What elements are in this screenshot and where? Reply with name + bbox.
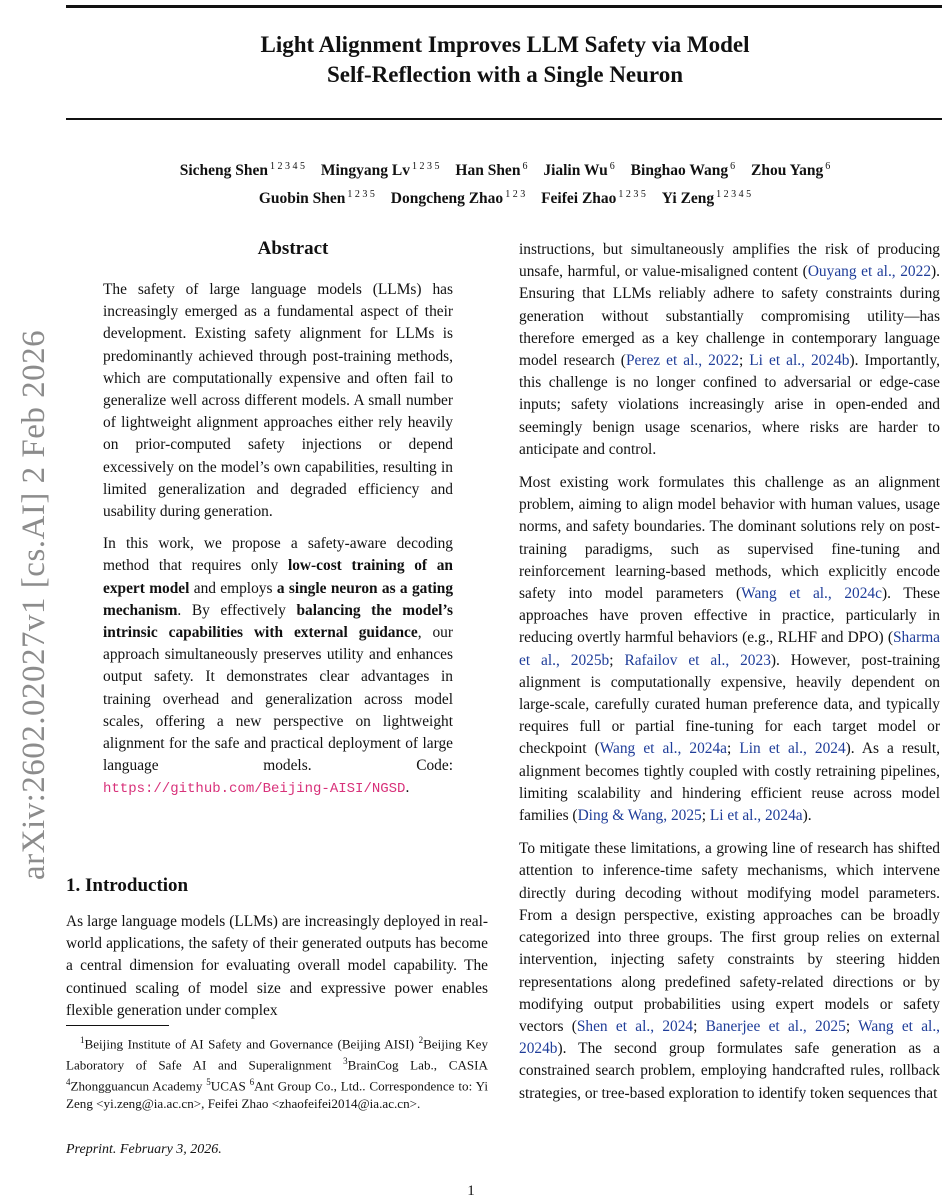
citation-link[interactable]: Li et al., 2024b <box>749 352 850 370</box>
citation-link[interactable]: Banerjee et al., 2025 <box>705 1017 846 1035</box>
abstract-paragraph-1: The safety of large language models (LLMs) has increasingly emerged as a fundamental aspect of their development. Existing safety alignment for LLMs is predominantly achieved through post-training methods, which are computationally expensive and often fail to generalize well across different models. A small number of lightweight alignment approaches either rely heavily on prior-computed safety injections or depend excessively on the model’s own capabilities, resulting in limited generalization and degraded efficiency and usability during generation. <box>103 281 453 521</box>
author: Jialin Wu $^6$ <box>543 161 615 179</box>
citation-link[interactable]: Ding & Wang, 2025 <box>577 807 702 825</box>
author: Zhou Yang $^6$ <box>751 161 831 179</box>
citation-link[interactable]: Li et al., 2024a <box>709 807 803 825</box>
author: Binghao Wang $^6$ <box>630 161 736 179</box>
author: Guobin Shen $^{1 2 3 5}$ <box>258 189 375 207</box>
abstract-heading: Abstract <box>257 238 329 259</box>
page-number: 1 <box>467 1183 475 1199</box>
right-paragraph-2: Most existing work formulates this challenge as an alignment problem, aiming to align model behavior with human values, usage norms, and safety boundaries. The dominant solutions rely on post-training paradigms, such as supervised fine-tuning and reinforcement learning-based methods, which explicitly encode safety into model parameters (Wang et al., 2024c). These approaches have proven effective in practice, particularly in reducing overtly harmful behaviors (e.g., RLHF and DPO) (Sharma et al., 2025b; Rafailov et al., 2023). However, post-training alignment is computationally expensive, heavily dependent on large-scale, carefully curated human preference data, and typically requires full or partial fine-tuning for each target model or checkpoint (Wang et al., 2024a; Lin et al., 2024). As a result, alignment becomes tightly coupled with costly retraining pipelines, limiting scalability and hindering efficient reuse across model families (Ding & Wang, 2025; Li et al., 2024a). <box>519 474 941 825</box>
code-link[interactable]: https://github.com/Beijing-AISI/NGSD <box>103 781 406 798</box>
footnote-rule <box>66 1025 169 1026</box>
citation-link[interactable]: Lin et al., 2024 <box>739 740 846 758</box>
author-list <box>66 155 942 211</box>
citation-link[interactable]: Wang et al., 2024c <box>741 585 882 603</box>
section-heading-introduction: 1. Introduction <box>66 875 189 896</box>
intro-body <box>66 911 488 1022</box>
citation-link[interactable]: Ouyang et al., 2022 <box>807 263 932 281</box>
author: Dongcheng Zhao $^{1 2 3}$ <box>390 189 526 207</box>
title-line-2: Self-Reflection with a Single Neuron <box>326 62 684 87</box>
abstract-body <box>103 279 453 811</box>
author-row-2 <box>66 183 942 211</box>
right-paragraph-1: instructions, but simultaneously amplifies the risk of producing unsafe, harmful, or value-misaligned content (Ouyang et al., 2022). Ensuring that LLMs reliably adhere to safety constraints during generation without substantially compromising utility—has therefore emerged as a key challenge in contemporary language model research (Perez et al., 2022; Li et al., 2024b). Importantly, this challenge is no longer confined to adversarial or edge-case inputs; safety violations increasingly arise in open-ended and seemingly benign usage scenarios, where risks are harder to anticipate and control. <box>519 241 941 458</box>
author: Mingyang Lv $^{1 2 3 5}$ <box>320 161 440 179</box>
preprint-note: Preprint. February 3, 2026. <box>66 1142 222 1157</box>
citation-link[interactable]: Perez et al., 2022 <box>625 352 739 370</box>
citation-link[interactable]: Wang et al., 2024b <box>519 1017 941 1058</box>
abstract-paragraph-2: In this work, we propose a safety-aware decoding method that requires only low-cost training of an expert model and employs a single neuron as a gating mechanism. By effectively balancing the model’s intrinsic capabilities with external guidance, our approach simultaneously preserves utility and enhances output safety. It demonstrates clear advantages in training overhead and generalization across model scales, offering a new perspective on lightweight alignment for the safe and practical deployment of large language models. Code: https://github.com/Beijing-AISI/NGSD. <box>103 535 454 798</box>
author: Han Shen $^6$ <box>455 161 528 179</box>
citation-link[interactable]: Shen et al., 2024 <box>576 1017 694 1035</box>
author: Yi Zeng $^{1 2 3 4 5}$ <box>661 189 752 207</box>
author: Sicheng Shen $^{1 2 3 4 5}$ <box>179 161 305 179</box>
citation-link[interactable]: Wang et al., 2024a <box>599 740 728 758</box>
citation-link[interactable]: Rafailov et al., 2023 <box>624 651 771 669</box>
title-line-1: Light Alignment Improves LLM Safety via Model <box>260 32 750 57</box>
top-rule <box>66 5 942 8</box>
right-column <box>519 239 940 1116</box>
author: Feifei Zhao $^{1 2 3 5}$ <box>541 189 646 207</box>
paper-title <box>66 30 942 90</box>
right-paragraph-3: To mitigate these limitations, a growing line of research has shifted attention to inference-time safety mechanisms, which intervene directly during decoding without modifying model parameters. From a design perspective, existing approaches can be broadly categorized into three groups. The first group relies on external intervention, injecting safety constraints by steering hidden representations along predefined safety-related directions or by modifying output probabilities using expert models or safety vectors (Shen et al., 2024; Banerjee et al., 2025; Wang et al., 2024b). The second group formulates safe generation as a constrained search problem, employing handcrafted rules, rollback strategies, or tree-based exploration to identify token sequences that <box>519 840 941 1102</box>
affiliation-footnote: $^1$Beijing Institute of AI Safety and Governance (Beijing AISI) $^2$Beijing Key Laboratory of Safe AI and Superalignment $^3$BrainCog Lab., CASIA $^4$Zhongguancun Academy $^5$UCAS $^6$Ant Group Co., Ltd.. Correspondence to: Yi Zeng <yi.zeng@ia.ac.cn>, Feifei Zhao <zhaofeifei2014@ia.ac.cn>. <box>66 1035 489 1111</box>
title-bottom-rule <box>66 118 942 120</box>
author-row-1 <box>66 155 942 183</box>
citation-link[interactable]: Sharma et al., 2025b <box>519 629 940 669</box>
intro-paragraph-1: As large language models (LLMs) are increasingly deployed in real-world applications, the safety of their generated outputs has become a central dimension for evaluating overall model capability. The continued scaling of model size and expressive power enables flexible generation under complex <box>66 913 488 1019</box>
arxiv-watermark: arXiv:2602.02027v1 [cs.AI] 2 Feb 2026 <box>16 329 52 880</box>
